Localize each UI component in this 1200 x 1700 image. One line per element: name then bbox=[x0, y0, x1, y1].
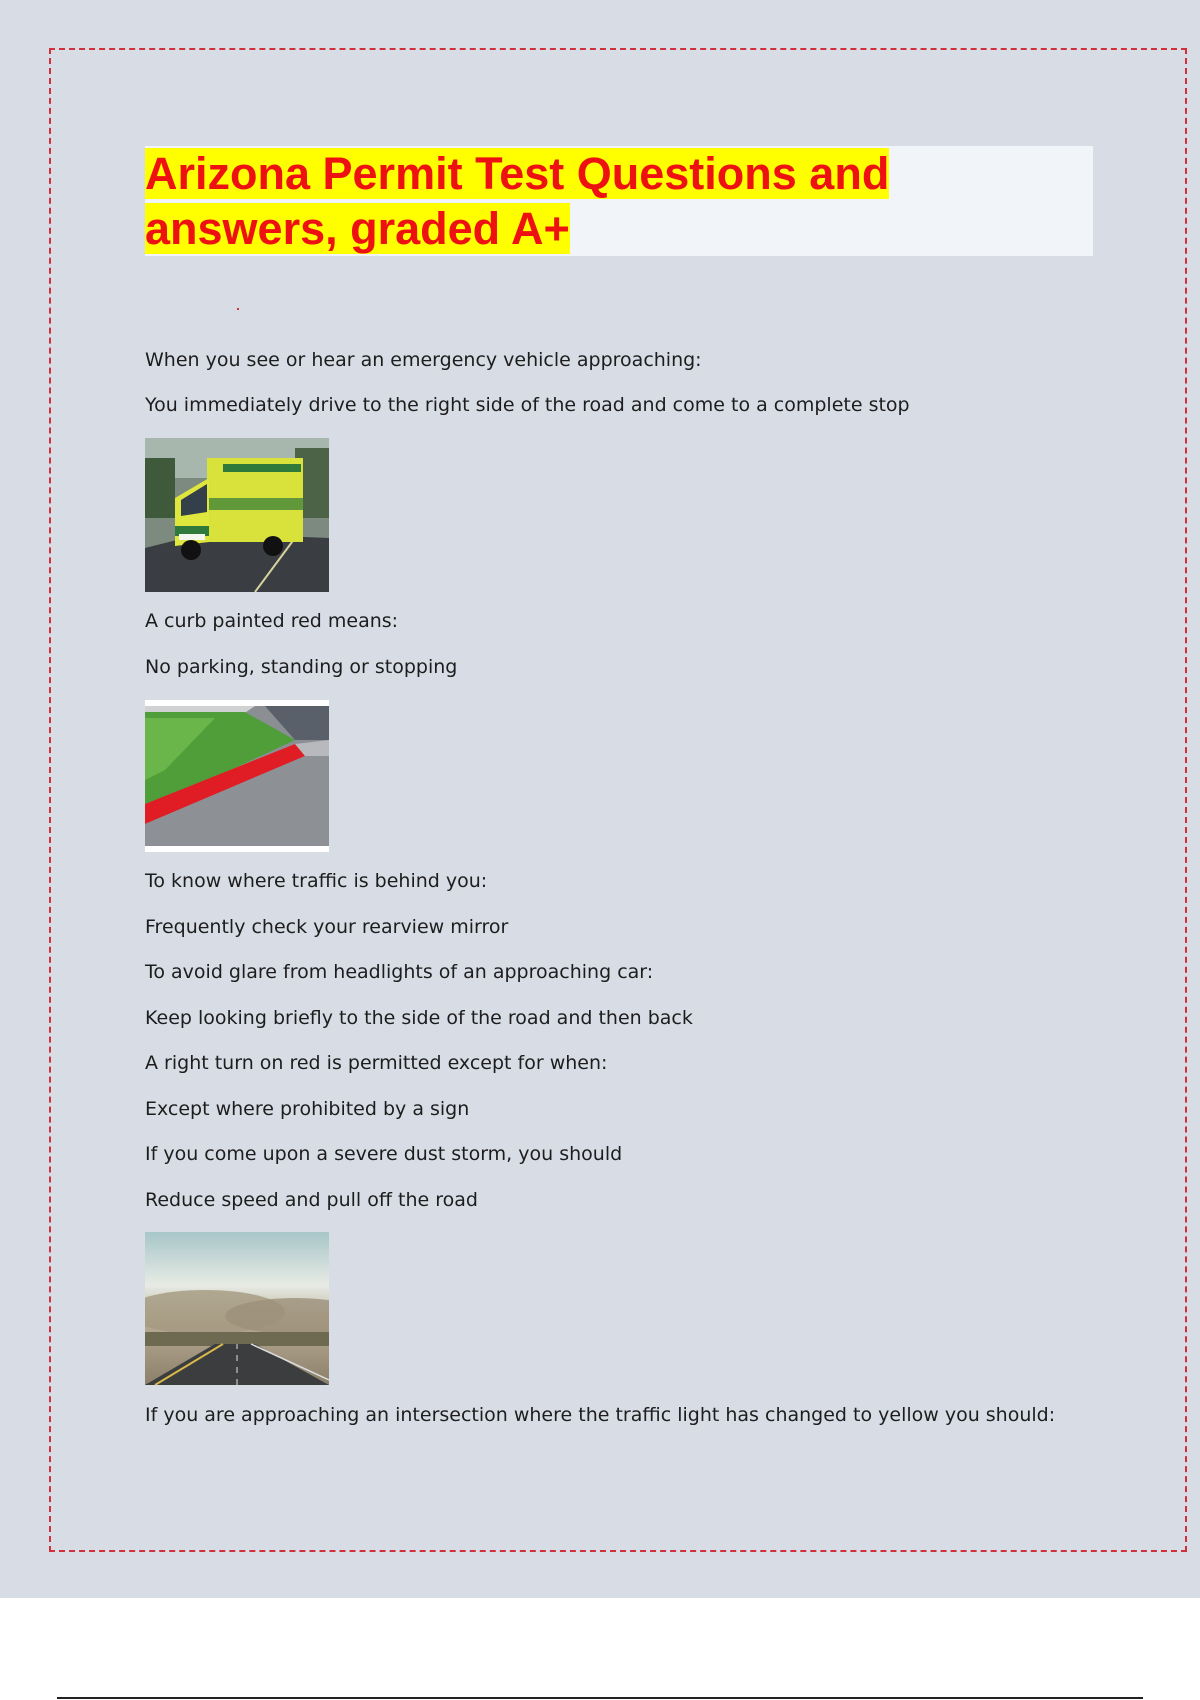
question-red-curb: A curb painted red means: bbox=[145, 610, 399, 632]
dust-storm-photo bbox=[145, 1232, 329, 1385]
footer-rule bbox=[57, 1697, 1143, 1699]
answer-emergency-vehicle: You immediately drive to the right side of the road and come to a complete stop bbox=[145, 394, 910, 416]
answer-traffic-behind: Frequently check your rearview mirror bbox=[145, 916, 509, 938]
answer-headlight-glare: Keep looking briefly to the side of the road and then back bbox=[145, 1007, 693, 1029]
question-dust-storm: If you come upon a severe dust storm, you should bbox=[145, 1143, 623, 1165]
red-curb-photo bbox=[145, 700, 329, 852]
question-headlight-glare: To avoid glare from headlights of an approaching car: bbox=[145, 961, 654, 983]
ambulance-photo bbox=[145, 438, 329, 592]
question-traffic-behind: To know where traffic is behind you: bbox=[145, 870, 488, 892]
question-right-turn-on-red: A right turn on red is permitted except for when: bbox=[145, 1052, 608, 1074]
answer-red-curb: No parking, standing or stopping bbox=[145, 656, 458, 678]
title-highlight: Arizona Permit Test Questions and answers, graded A+ bbox=[145, 148, 890, 254]
question-emergency-vehicle: When you see or hear an emergency vehicle approaching: bbox=[145, 349, 702, 371]
answer-dust-storm: Reduce speed and pull off the road bbox=[145, 1189, 478, 1211]
stray-mark bbox=[237, 308, 239, 310]
document-title bbox=[145, 146, 1093, 256]
answer-right-turn-on-red: Except where prohibited by a sign bbox=[145, 1098, 470, 1120]
question-yellow-light: If you are approaching an intersection where the traffic light has changed to yellow you should: bbox=[145, 1404, 1056, 1426]
title-block bbox=[145, 146, 1093, 256]
